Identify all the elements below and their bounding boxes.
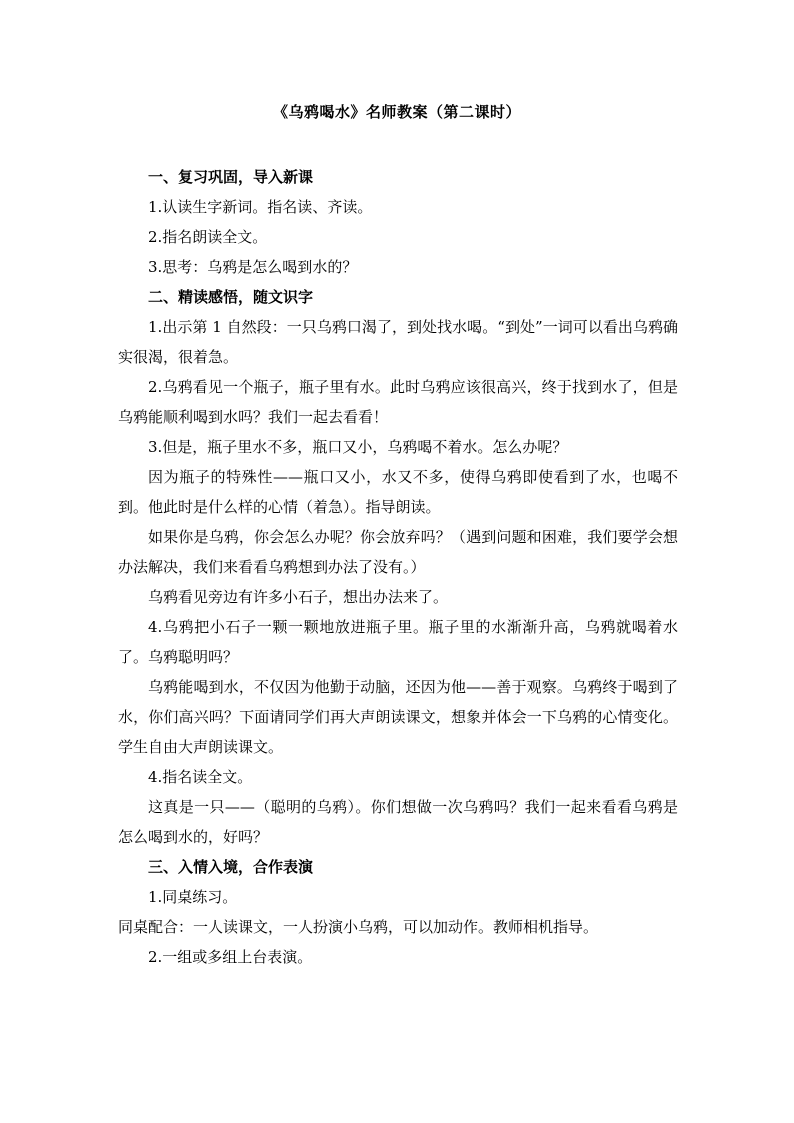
paragraph: 1.认读生字新词。指名读、齐读。 xyxy=(148,198,373,216)
paragraph: 乌鸦能喝到水，不仅因为他勤于动脑，还因为他——善于观察。乌鸦终于喝到了水，你们高兴吗？下面请同学们再大声朗读课文，想象并体会一下乌鸦的心情变化。学生自由大声朗读课文。 xyxy=(118,678,678,756)
paragraph: 同桌配合：一人读课文，一人扮演小乌鸦，可以加动作。教师相机指导。 xyxy=(118,918,599,936)
paragraph: 2.一组或多组上台表演。 xyxy=(148,948,313,966)
paragraph: 4.乌鸦把小石子一颗一颗地放进瓶子里。瓶子里的水渐渐升高，乌鸦就喝着水了。乌鸦聪明吗？ xyxy=(118,618,678,666)
section-heading: 三、入情入境，合作表演 xyxy=(148,858,314,876)
section-heading: 一、复习巩固，导入新课 xyxy=(148,168,314,186)
paragraph: 3.思考：乌鸦是怎么喝到水的？ xyxy=(148,258,358,276)
document-title: 《乌鸦喝水》名师教案（第二课时） xyxy=(272,103,521,121)
paragraph: 3.但是，瓶子里水不多，瓶口又小，乌鸦喝不着水。怎么办呢？ xyxy=(148,438,568,456)
paragraph: 2.指名朗读全文。 xyxy=(148,228,268,246)
paragraph: 这真是一只——（聪明的乌鸦）。你们想做一次乌鸦吗？我们一起来看看乌鸦是怎么喝到水的，好吗？ xyxy=(118,798,678,846)
document-body xyxy=(118,162,678,972)
paragraph: 1.同桌练习。 xyxy=(148,888,238,906)
section-heading: 二、精读感悟，随文识字 xyxy=(148,288,314,306)
paragraph: 如果你是乌鸦，你会怎么办呢？你会放弃吗？（遇到问题和困难，我们要学会想办法解决，我们来看看乌鸦想到办法了没有。） xyxy=(118,528,678,576)
paragraph: 因为瓶子的特殊性——瓶口又小，水又不多，使得乌鸦即使看到了水，也喝不到。他此时是什么样的心情（着急）。指导朗读。 xyxy=(118,468,678,516)
paragraph: 1.出示第 1 自然段：一只乌鸦口渴了，到处找水喝。“到处”一词可以看出乌鸦确实很渴，很着急。 xyxy=(118,318,678,366)
paragraph: 乌鸦看见旁边有许多小石子，想出办法来了。 xyxy=(148,588,449,606)
paragraph: 2.乌鸦看见一个瓶子，瓶子里有水。此时乌鸦应该很高兴，终于找到水了，但是乌鸦能顺利喝到水吗？我们一起去看看！ xyxy=(118,378,678,426)
paragraph: 4.指名读全文。 xyxy=(148,768,253,786)
